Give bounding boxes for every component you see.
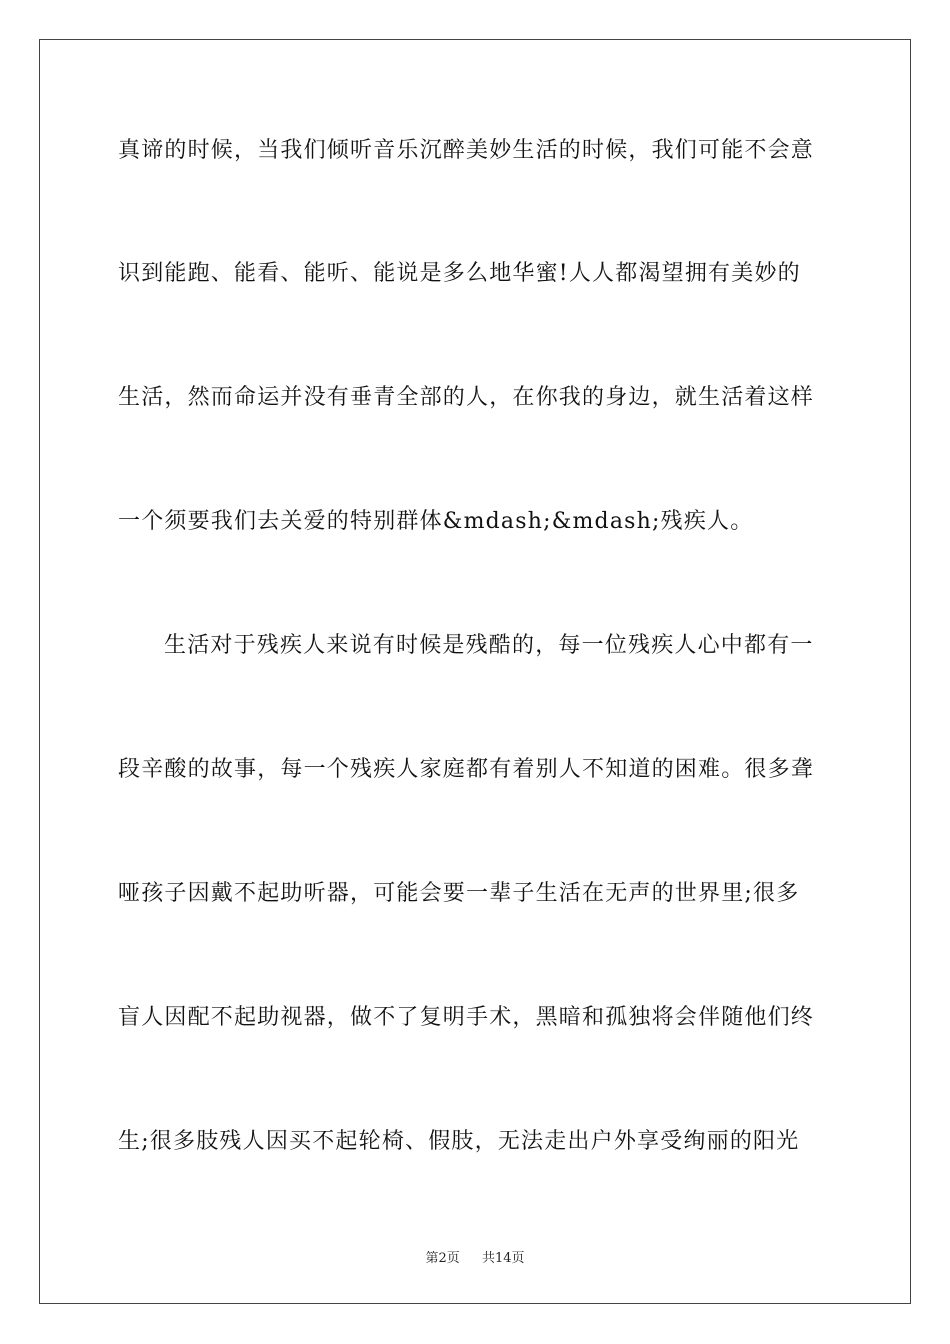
page-number: 第2页 [425, 1251, 460, 1266]
text-line: 哑孩子因戴不起助听器，可能会要一辈子生活在无声的世界里;很多 [118, 881, 800, 906]
text-line: 段辛酸的故事，每一个残疾人家庭都有着别人不知道的困难。很多聋 [118, 757, 815, 782]
text-line: 真谛的时候，当我们倾听音乐沉醉美妙生活的时候，我们可能不会意 [118, 138, 815, 163]
text-line: 生活，然而命运并没有垂青全部的人，在你我的身边，就生活着这样 [118, 385, 815, 410]
text-line: 盲人因配不起助视器，做不了复明手术，黑暗和孤独将会伴随他们终 [118, 1005, 815, 1030]
text-line: 一个须要我们去关爱的特别群体&mdash;&mdash;残疾人。 [118, 509, 754, 534]
page-total: 共14页 [482, 1251, 525, 1266]
paragraph-start-line: 生活对于残疾人来说有时候是残酷的，每一位残疾人心中都有一 [164, 633, 814, 658]
page-border [39, 39, 911, 1304]
text-line: 识到能跑、能看、能听、能说是多么地华蜜!人人都渴望拥有美妙的 [118, 261, 801, 286]
text-line: 生;很多肢残人因买不起轮椅、假肢，无法走出户外享受绚丽的阳光 [118, 1129, 800, 1154]
page-footer [0, 1247, 950, 1266]
